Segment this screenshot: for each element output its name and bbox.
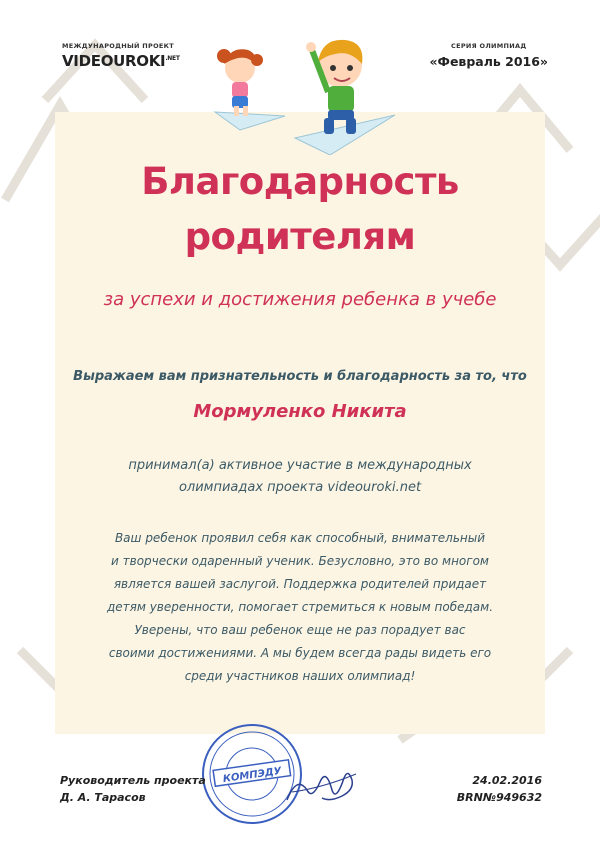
issue-date: 24.02.2016 (472, 774, 542, 787)
svg-text:КОМПЭДУ: КОМПЭДУ (222, 765, 283, 786)
logo-suffix: .NET (165, 55, 180, 62)
kids-illustration (200, 20, 400, 155)
project-label: МЕЖДУНАРОДНЫЙ ПРОЕКТ (62, 42, 175, 50)
body-line: среди участников наших олимпиад! (184, 669, 416, 683)
body-line: является вашей заслугой. Поддержка родителей придает (113, 577, 487, 591)
project-logo-block (62, 42, 180, 70)
certificate-title-line1: Благодарность (141, 160, 459, 203)
certificate-meta (457, 772, 542, 806)
body-line: и творчески одаренный ученик. Безусловно, это во многом (111, 554, 489, 568)
body-line: своими достижениями. А мы будем всегда рады видеть его (108, 646, 492, 660)
series-label: СЕРИЯ ОЛИМПИАД (451, 42, 527, 50)
series-name: «Февраль 2016» (429, 54, 548, 69)
participation-line: принимал(а) активное участие в международных (128, 458, 472, 473)
certificate-title-line2: родителям (184, 215, 416, 258)
child-name: Мормуленко Никита (193, 401, 407, 422)
body-paragraph (0, 527, 600, 688)
signatory-name: Д. А. Тарасов (60, 791, 146, 804)
signatory-block (60, 772, 206, 806)
logo-main: VIDEOUROKI (62, 52, 166, 70)
participation-text (0, 455, 600, 499)
signatory-role: Руководитель проекта (60, 774, 206, 787)
gratitude-line: Выражаем вам признательность и благодарность за то, что (73, 369, 527, 384)
body-line: Уверены, что ваш ребенок еще не раз порадует вас (134, 623, 466, 637)
registration-number: BRN№949632 (456, 791, 542, 804)
videouroki-logo (62, 52, 180, 70)
olympiad-series-block (429, 42, 548, 69)
signature (282, 760, 362, 810)
certificate-subtitle: за успехи и достижения ребенка в учебе (103, 289, 497, 310)
participation-line: олимпиадах проекта videouroki.net (178, 480, 422, 495)
body-line: Ваш ребенок проявил себя как способный, внимательный (114, 531, 486, 545)
body-line: детям уверенности, помогает стремиться к новым победам. (106, 600, 494, 614)
